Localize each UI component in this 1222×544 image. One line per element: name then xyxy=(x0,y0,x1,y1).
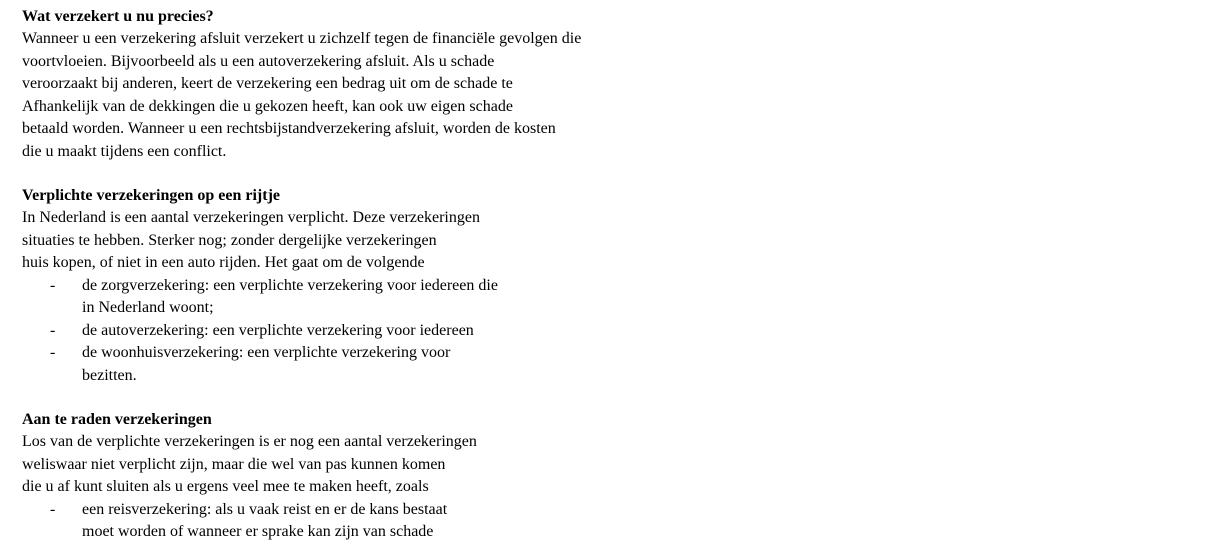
list-item-line: moet worden of wanneer er sprake kan zijn van schade xyxy=(82,523,434,540)
bullet-dash: - xyxy=(50,276,56,294)
paragraph-line: voortvloeien. Bijvoorbeeld als u een autoverzekering afsluit. Als u schade xyxy=(22,52,495,70)
bullet-dash: - xyxy=(50,321,56,339)
paragraph-line: situaties te hebben. Sterker nog; zonder dergelijke verzekeringen xyxy=(22,231,437,249)
paragraph-line: die u af kunt sluiten als u ergens veel mee te maken heeft, zoals xyxy=(22,478,429,495)
list-item-line: de autoverzekering: een verplichte verzekering voor iedereen xyxy=(82,321,474,339)
paragraph-line: betaald worden. Wanneer u een rechtsbijstandverzekering afsluit, worden de kosten xyxy=(22,120,556,137)
paragraph-line: Los van de verplichte verzekeringen is er nog een aantal verzekeringen xyxy=(22,433,477,450)
bullet-dash: - xyxy=(50,344,56,361)
list-item-line: een reisverzekering: als u vaak reist en er de kans bestaat xyxy=(82,500,448,518)
list-item xyxy=(22,320,1222,343)
paragraph-line: veroorzaakt bij anderen, keert de verzekering een bedrag uit om de schade te xyxy=(22,75,513,92)
paragraph-line: huis kopen, of niet in een auto rijden. Het gaat om de volgende xyxy=(22,254,425,271)
section-mandatory-insurances xyxy=(22,185,1222,387)
paragraph-line: Wanneer u een verzekering afsluit verzekert u zichzelf tegen de financiële gevolgen die xyxy=(22,30,582,47)
paragraph-line: weliswaar niet verplicht zijn, maar die wel van pas kunnen komen xyxy=(22,455,446,473)
list-item-line: bezitten. xyxy=(82,366,137,384)
section-heading: Aan te raden verzekeringen xyxy=(22,411,212,428)
bullet-dash: - xyxy=(50,500,56,518)
list-item-line: de woonhuisverzekering: een verplichte verzekering voor xyxy=(82,344,451,361)
paragraph-line: die u maakt tijdens een conflict. xyxy=(22,142,227,160)
list-item xyxy=(22,499,1222,544)
list-item-line: de zorgverzekering: een verplichte verzekering voor iedereen die xyxy=(82,276,498,294)
list-item xyxy=(22,275,1222,320)
document-page xyxy=(22,0,1222,544)
section-heading: Wat verzekert u nu precies? xyxy=(22,8,214,25)
list-item xyxy=(22,342,1222,387)
paragraph-line: Afhankelijk van de dekkingen die u gekozen heeft, kan ook uw eigen schade xyxy=(22,97,513,115)
section-recommended-insurances xyxy=(22,409,1222,544)
paragraph-line: In Nederland is een aantal verzekeringen verplicht. Deze verzekeringen xyxy=(22,209,480,226)
list-item-line: in Nederland woont; xyxy=(82,299,214,316)
section-heading: Verplichte verzekeringen op een rijtje xyxy=(22,187,280,204)
section-what-insured xyxy=(22,6,1222,163)
